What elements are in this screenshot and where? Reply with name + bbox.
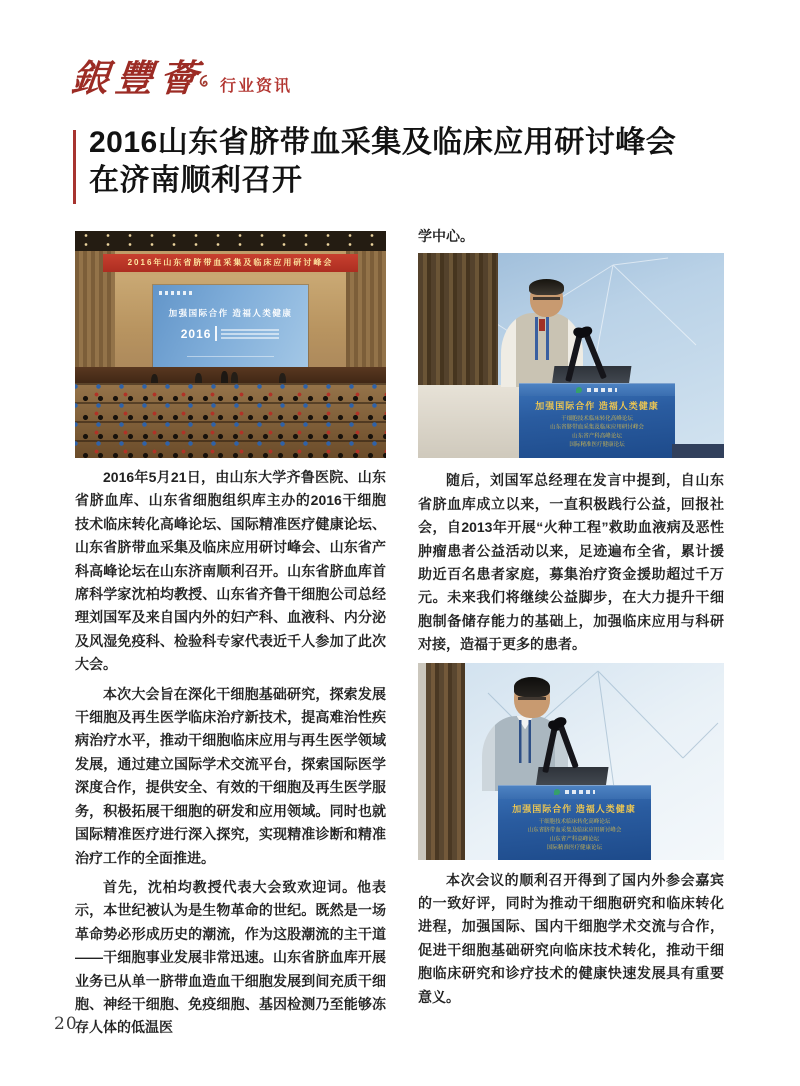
screen-footer-line	[187, 356, 274, 358]
podium-panel	[498, 785, 651, 860]
section-label: 行业资讯	[220, 78, 293, 95]
speaker2-photo	[418, 663, 724, 860]
screen-logos	[159, 291, 193, 295]
paragraph-2: 本次大会旨在深化干细胞基础研究，探索发展干细胞及再生医学临床治疗新技术，提高难治性疾病治疗水平，推动干细胞临床应用与再生医学领域发展，通过建立国际学术交流平台，探索国际医学深度合作，提供安全、有效的干细胞及再生医学服务，积极拓展干细胞的研发和应用领域。同时也就国际精准医疗进行深入探究，实现精准诊断和精准治疗工作的全面推进。	[75, 685, 386, 866]
left-column-text	[75, 466, 386, 1040]
forum-line: 国际精准医疗健康论坛	[546, 844, 602, 851]
hall-projection-screen	[153, 285, 309, 367]
podium-green-logo	[554, 789, 560, 795]
curtain	[418, 253, 498, 384]
table	[418, 385, 519, 459]
screen-small-text-lines	[221, 329, 279, 339]
podium-forum-list	[525, 416, 669, 450]
hall-banner: 2016年山东省脐带血采集及临床应用研讨峰会	[103, 254, 358, 272]
forum-line: 干细胞技术临床转化高峰论坛	[561, 416, 633, 423]
podium-slogan: 加强国际合作 造福人类健康	[535, 401, 659, 412]
screen-divider	[215, 326, 217, 341]
podium-logo-strip	[498, 786, 651, 799]
podium-logo-text-marks	[565, 790, 595, 794]
right-column	[418, 225, 724, 1015]
podium-logo-text-marks	[587, 388, 617, 392]
forum-line: 山东省脐带血采集及临床应用研讨峰会	[550, 425, 644, 431]
forum-line: 山东省产科高峰论坛	[549, 836, 599, 842]
podium-slogan: 加强国际合作 造福人类健康	[512, 803, 636, 814]
forum-line: 干细胞技术临床转化高峰论坛	[538, 818, 610, 825]
left-column	[75, 231, 386, 1046]
wall-edge	[418, 663, 426, 860]
article-title	[89, 124, 769, 200]
podium-panel	[519, 383, 675, 459]
floor	[672, 444, 724, 458]
speaker2-head	[514, 678, 549, 717]
hall-audience	[75, 383, 386, 458]
screen-slogan: 加强国际合作 造福人类健康	[168, 307, 293, 318]
paragraph-3: 首先，沈柏均教授代表大会致欢迎词。他表示，本世纪被认为是生物革命的世纪。既然是一场革命势必形成历史的潮流，作为这股潮流的主干道——干细胞事业发展非常迅速。山东省脐血库开展业务已从单一脐带血造血干细胞发展到间充质干细胞、神经干细胞、免疫细胞、基因检测乃至能够冻存人体的低温医	[75, 878, 386, 1036]
swirl-icon	[196, 74, 213, 91]
article-title-line1: 2016山东省脐带血采集及临床应用研讨峰会	[89, 126, 677, 159]
forum-line: 山东省脐带血采集及临床应用研讨峰会	[527, 827, 621, 833]
podium-green-logo	[576, 387, 582, 393]
speaker1-head	[530, 280, 564, 317]
hall-ceiling	[75, 231, 386, 251]
page-number: 20	[54, 1014, 78, 1034]
paragraph-3-continued: 学中心。	[418, 228, 474, 244]
conference-hall-photo	[75, 231, 386, 458]
title-accent-bar	[73, 130, 76, 204]
forum-line: 山东省产科高峰论坛	[572, 433, 622, 440]
paragraph-4: 随后，刘国军总经理在发言中提到，自山东省脐血库成立以来，一直积极践行公益，回报社会，自2013年开展“火种工程”救助血液病及恶性肿瘤患者公益活动以来，足迹遍布全省，累计援助近百名患者家庭，募集治疗资金援助超过千万元。未来我们将继续公益脚步，在大力提升干细胞制备储存能力的基础上，加强临床应用与科研对接，造福于更多的患者。	[418, 472, 724, 653]
paragraph-5: 本次会议的顺利召开得到了国内外参会嘉宾的一致好评，同时为推动干细胞研究和临床转化进程，加强国际、国内干细胞学术交流与合作，促进干细胞基础研究向临床技术转化，推动干细胞临床研究和诊疗技术的健康快速发展具有重要意义。	[418, 871, 724, 1005]
brand-logo: 銀豐薈	[69, 56, 206, 100]
speaker1-photo	[418, 253, 724, 458]
forum-line: 国际精准医疗健康论坛	[569, 442, 625, 449]
curtain	[426, 663, 466, 860]
screen-year-row	[181, 326, 280, 341]
article-title-line2: 在济南顺利召开	[89, 164, 303, 197]
podium-logo-strip	[519, 384, 675, 397]
paragraph-1: 2016年5月21日，由山东大学齐鲁医院、山东省脐血库、山东省细胞组织库主办的2016干细胞技术临床转化高峰论坛、国际精准医疗健康论坛、山东省脐带血采集及临床应用研讨峰会、山东省产科高峰论坛在山东济南顺利召开。山东省脐血库首席科学家沈柏均教授、山东省齐鲁干细胞公司总经理刘国军及来自国内外的妇产科、血液科、内分泌及风湿免疫科、检验科专家代表近千人参加了此次大会。	[75, 469, 386, 673]
screen-year: 2016	[180, 326, 212, 341]
podium-forum-list	[504, 818, 645, 852]
